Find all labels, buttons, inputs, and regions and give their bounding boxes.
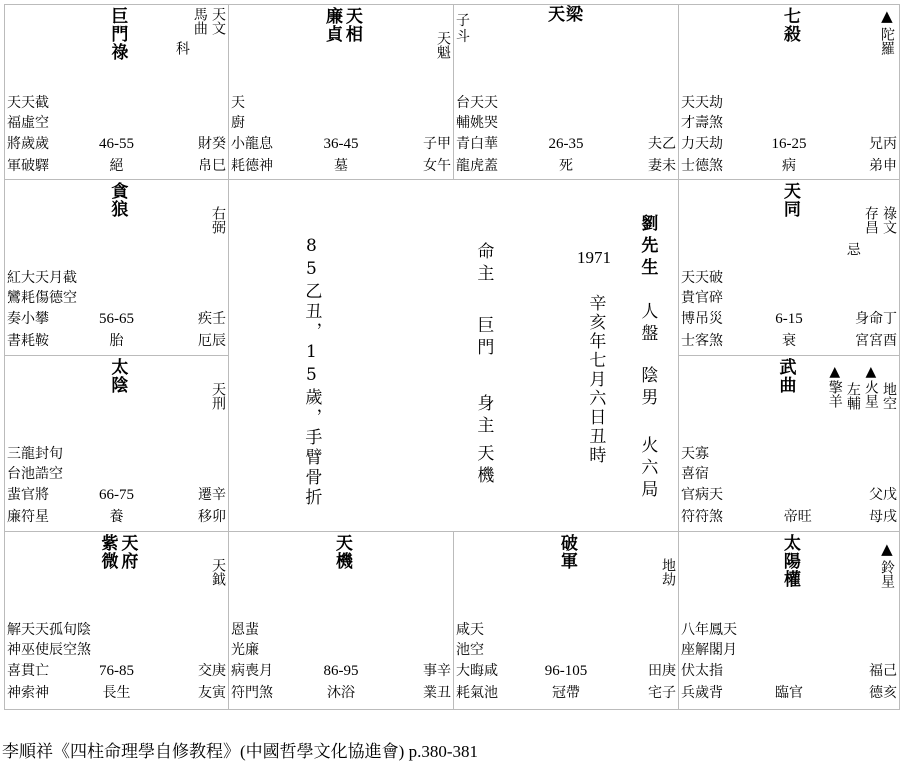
life-stage: 衰 xyxy=(782,333,796,349)
life-stage: 沐浴 xyxy=(327,685,355,701)
palace-yin xyxy=(4,531,229,710)
minor-star: 馬曲 xyxy=(191,7,208,35)
palace-zi xyxy=(453,531,679,710)
shen-zhu-label: 身主 xyxy=(473,394,494,438)
main-stars xyxy=(108,7,126,61)
main-star: 天梁 xyxy=(548,5,584,25)
main-stars xyxy=(332,534,350,570)
ming-zhu-star: 巨門 xyxy=(473,316,494,360)
minor-star: 陀羅 xyxy=(879,27,895,55)
misc-stars: 天寡 喜宿 xyxy=(681,446,709,482)
main-star: 廉貞 xyxy=(322,7,342,43)
palace-name: 遷辛 移卯 xyxy=(198,487,226,525)
misc-stars: 八年鳳天 座解閣月 xyxy=(681,622,737,658)
decade-range: 96-105 xyxy=(544,663,588,679)
minor-star: 存昌 xyxy=(862,206,879,234)
ming-zhu-label: 命主 xyxy=(473,242,494,286)
minor-star: 地空 xyxy=(881,382,897,410)
palace-si xyxy=(4,4,229,180)
minor-star: 天刑 xyxy=(210,382,226,410)
minor-star: 天魁 xyxy=(435,31,451,59)
gods: 奏小攀 書耗鞍 xyxy=(7,311,49,349)
main-stars xyxy=(548,7,584,25)
minor-star: 鈴星 xyxy=(879,560,895,588)
misc-stars: 三龍封旬 台池誥空 xyxy=(7,446,63,482)
decade-range: 46-55 xyxy=(99,136,134,152)
person-name: 劉先生 xyxy=(637,214,658,280)
palace-name: 田庚 宅子 xyxy=(648,663,676,701)
palace-name: 父戊 母戌 xyxy=(869,487,897,525)
minor-stars xyxy=(879,7,895,55)
misc-stars: 咸天 池空 xyxy=(456,622,484,658)
minor-star: 右弼 xyxy=(210,206,226,234)
misc-stars: 解天天孤旬陰 神巫使辰空煞 xyxy=(7,622,91,658)
palace-xu xyxy=(678,355,900,532)
minor-stars xyxy=(210,558,226,586)
main-star: 巨門祿 xyxy=(107,7,128,61)
minor-star: 科 xyxy=(173,41,190,55)
misc-stars: 天天截 福虛空 xyxy=(7,95,49,131)
minor-star: ▲火星 xyxy=(862,364,879,408)
main-star: 太陰 xyxy=(107,358,128,394)
main-star: 天相 xyxy=(341,7,362,43)
birth-date: 辛亥年七月六日丑時 xyxy=(585,294,606,465)
main-star: 天機 xyxy=(331,534,352,570)
main-stars xyxy=(557,534,575,570)
minor-stars xyxy=(827,364,897,410)
gods: 官病天 符符煞 xyxy=(681,487,723,525)
triangle-icon: ▲ xyxy=(881,540,893,558)
palace-name: 夫乙 妻未 xyxy=(648,136,676,174)
palace-chen xyxy=(4,179,229,356)
ziwei-chart xyxy=(4,4,900,710)
life-stage: 絕 xyxy=(109,158,124,174)
main-star: 天同 xyxy=(779,182,800,218)
minor-stars xyxy=(844,206,897,256)
event-note: 85乙丑，15歲，手臂骨折 xyxy=(301,236,322,508)
main-stars xyxy=(108,182,126,218)
minor-stars xyxy=(879,540,895,588)
life-stage: 胎 xyxy=(109,333,124,349)
palace-name: 福己 德亥 xyxy=(869,663,897,701)
minor-stars xyxy=(435,31,451,59)
life-stage: 冠帶 xyxy=(552,685,580,701)
palace-chou xyxy=(228,531,454,710)
palace-wu xyxy=(228,4,454,180)
gods: 病喪月 符門煞 xyxy=(231,663,273,701)
minor-star: 天鉞 xyxy=(210,558,226,586)
main-star: 太陽權 xyxy=(779,534,800,588)
gods: 力天劫 士德煞 xyxy=(681,136,723,174)
minor-stars xyxy=(173,7,226,55)
gods: 大晦咸 耗氣池 xyxy=(456,663,498,701)
decade-range: 36-45 xyxy=(323,136,359,152)
main-stars xyxy=(780,182,798,218)
misc-top: 子 斗 xyxy=(456,13,470,46)
palace-hai xyxy=(678,531,900,710)
source-citation: 李順祥《四柱命理學自修教程》(中國哲學文化協進會) p.380-381 xyxy=(2,742,478,761)
shen-zhu-star: 天機 xyxy=(473,444,494,488)
life-stage: 臨官 xyxy=(775,685,803,701)
minor-star: 地劫 xyxy=(660,558,676,586)
decade-range: 86-95 xyxy=(323,663,359,679)
main-star: 破軍 xyxy=(556,534,577,570)
gods: 喜貫亡 神索神 xyxy=(7,663,49,701)
element-bureau: 火六局 xyxy=(637,436,658,502)
minor-star: 天文 xyxy=(210,7,226,35)
main-star: 貪狼 xyxy=(107,182,128,218)
life-stage: 病 xyxy=(782,158,796,174)
main-star: 紫微 xyxy=(97,534,118,570)
main-stars xyxy=(780,7,798,43)
gods: 蜚官將 廉符星 xyxy=(7,487,49,525)
minor-stars xyxy=(210,382,226,410)
decade-range: 56-65 xyxy=(99,311,134,327)
misc-stars: 紅大天月截 鸞耗傷德空 xyxy=(7,270,77,306)
main-stars xyxy=(98,534,136,570)
life-stage: 帝旺 xyxy=(783,509,812,525)
main-star: 七殺 xyxy=(779,7,800,43)
palace-name: 交庚 友寅 xyxy=(198,663,226,701)
gods: 將歲歲 軍破驛 xyxy=(7,136,49,174)
main-stars xyxy=(780,534,798,588)
palace-shen xyxy=(678,4,900,180)
decade-range: 26-35 xyxy=(548,136,584,152)
gods: 小龍息 耗德神 xyxy=(231,136,273,174)
misc-stars: 天天破 貴官碎 xyxy=(681,270,723,306)
decade-range: 66-75 xyxy=(99,487,134,503)
misc-stars: 天天劫 才壽煞 xyxy=(681,95,723,131)
palace-name: 財癸 帛巳 xyxy=(198,136,226,174)
main-star: 武曲 xyxy=(775,358,796,394)
minor-star: ▲擎羊 xyxy=(826,364,843,408)
decade-range: 76-85 xyxy=(99,663,134,679)
gods: 青白華 龍虎蓋 xyxy=(456,136,498,174)
life-stage: 死 xyxy=(559,158,573,174)
palace-mao xyxy=(4,355,229,532)
palace-you xyxy=(678,179,900,356)
triangle-icon: ▲ xyxy=(881,7,893,25)
misc-stars: 天 廚 xyxy=(231,95,245,131)
decade-range: 6-15 xyxy=(775,311,803,327)
palace-name: 身命丁 宮宮酉 xyxy=(855,311,897,349)
palace-name: 子甲 女午 xyxy=(423,136,451,174)
main-stars xyxy=(322,7,360,43)
palace-name: 疾壬 厄辰 xyxy=(198,311,226,349)
misc-stars: 恩蜚 光廉 xyxy=(231,622,259,658)
palace-wei xyxy=(453,4,679,180)
main-stars xyxy=(108,358,126,394)
gods: 伏太指 兵歲背 xyxy=(681,663,723,701)
chart-type: 人盤 xyxy=(637,302,658,346)
minor-stars xyxy=(660,558,676,586)
palace-name: 兄丙 弟申 xyxy=(869,136,897,174)
palace-name: 事辛 業丑 xyxy=(423,663,451,701)
life-stage: 長生 xyxy=(102,685,131,701)
minor-star: 忌 xyxy=(844,242,861,256)
minor-star: 祿文 xyxy=(881,206,897,234)
birth-year: 1971 xyxy=(577,248,611,267)
life-stage: 養 xyxy=(109,509,124,525)
minor-star: 左輔 xyxy=(844,382,861,410)
gender: 陰男 xyxy=(637,366,658,410)
minor-stars xyxy=(210,206,226,234)
misc-stars: 台天天 輔姚哭 xyxy=(456,95,498,131)
main-star: 天府 xyxy=(117,534,138,570)
gods: 博吊災 士客煞 xyxy=(681,311,723,349)
life-stage: 墓 xyxy=(334,158,348,174)
decade-range: 16-25 xyxy=(771,136,807,152)
main-stars xyxy=(776,358,794,394)
chart-center xyxy=(228,179,679,532)
